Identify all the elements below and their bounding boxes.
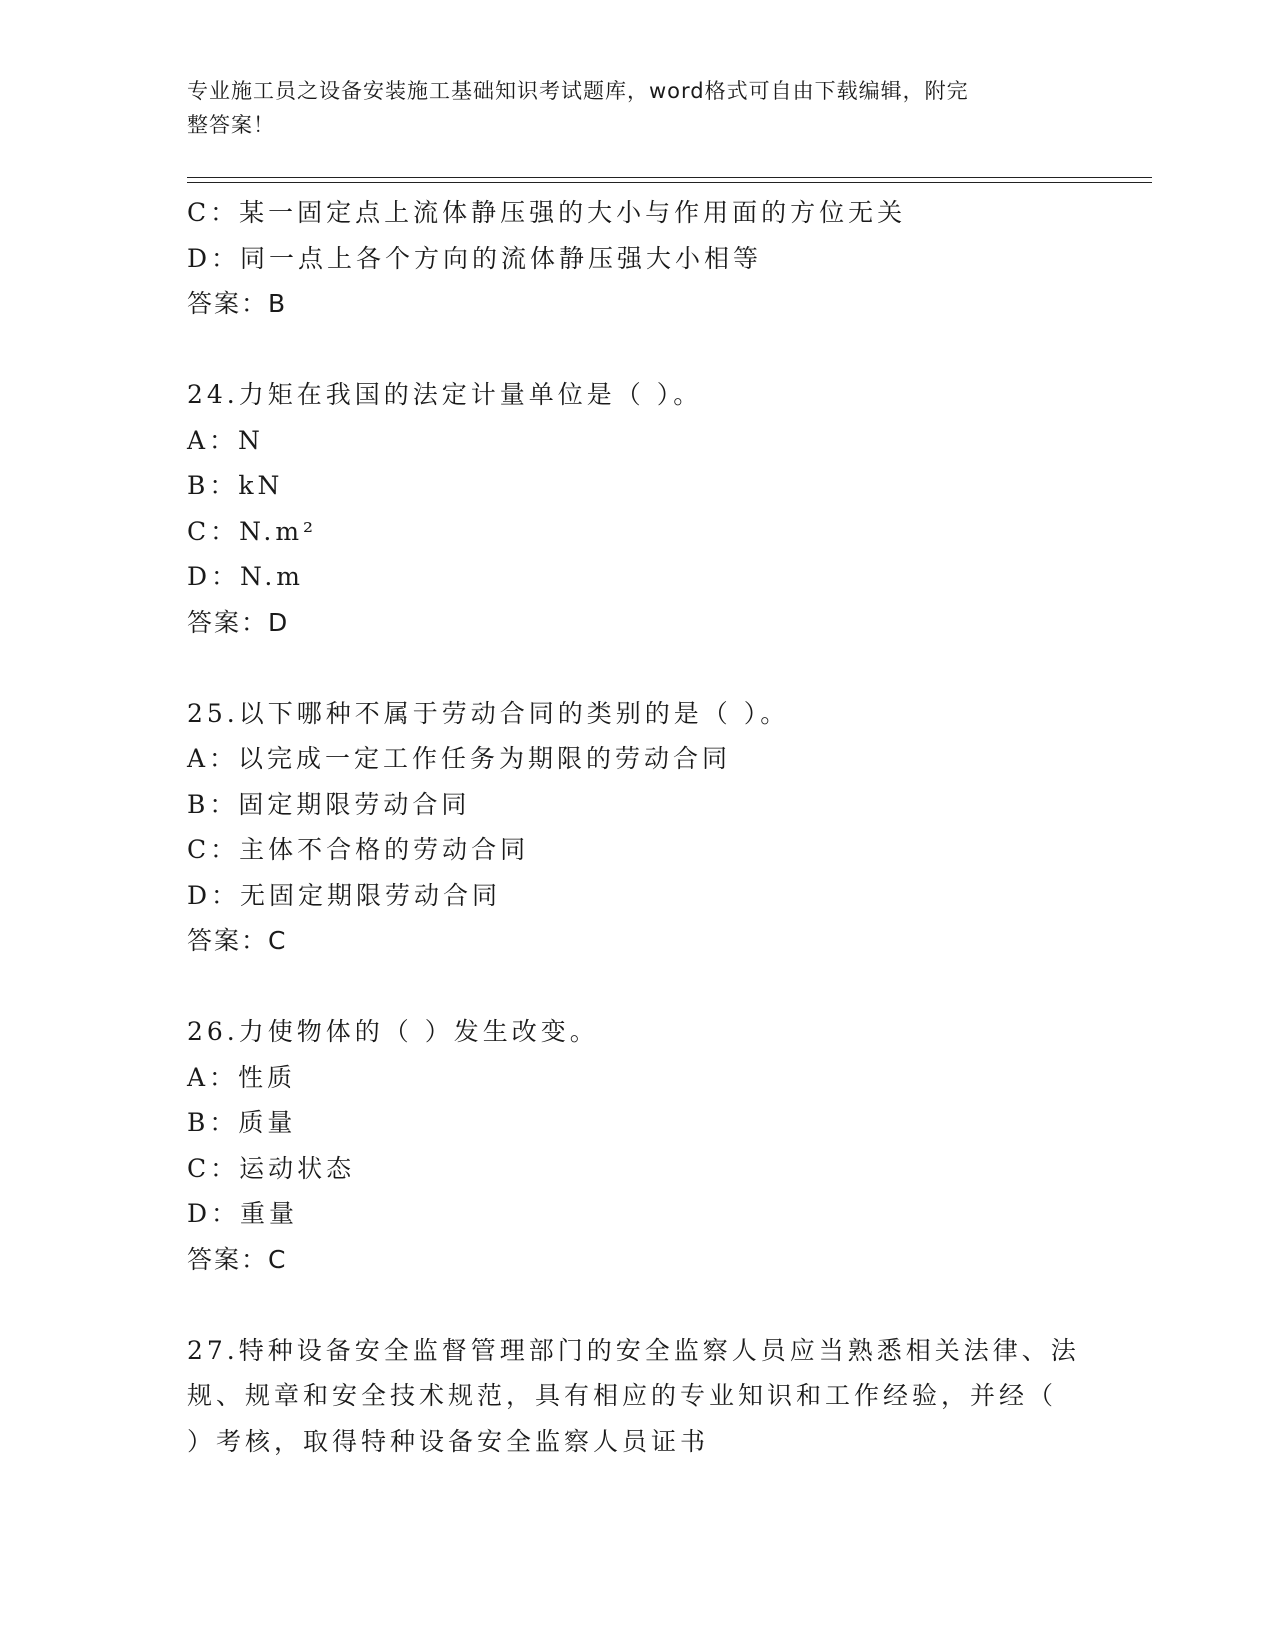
question-gap (187, 1282, 1087, 1328)
question-stem: 26.力使物体的（ ）发生改变。 (187, 1017, 599, 1046)
question-gap (187, 964, 1087, 1010)
document-header (187, 74, 1067, 142)
header-rule-top (187, 177, 1152, 178)
question-stem-line-2: 规、规章和安全技术规范，具有相应的专业知识和工作经验，并经（ (187, 1381, 1058, 1410)
option-d: D：同一点上各个方向的流体静压强大小相等 (187, 243, 763, 273)
option-c: C：N.m² (187, 516, 318, 546)
question-gap (187, 327, 1087, 373)
question-content (187, 190, 1087, 1464)
answer-line: 答案：C (187, 1244, 288, 1274)
question-stem: 24.力矩在我国的法定计量单位是（ ）。 (187, 380, 703, 409)
option-a: A：性质 (187, 1062, 297, 1092)
answer-line: 答案：C (187, 926, 288, 955)
question-stem: 25.以下哪种不属于劳动合同的类别的是（ ）。 (187, 698, 790, 728)
option-d: D：N.m (187, 562, 304, 591)
question-stem-line-3: ）考核，取得特种设备安全监察人员证书 (187, 1426, 710, 1456)
header-line-1: 专业施工员之设备安装施工基础知识考试题库，word格式可自由下载编辑，附完 (187, 79, 969, 103)
option-b: B：kN (187, 471, 284, 500)
question-24 (187, 372, 1087, 645)
answer-line: 答案：B (187, 289, 288, 318)
question-stem-line-1: 27.特种设备安全监督管理部门的安全监察人员应当熟悉相关法律、法 (187, 1335, 1080, 1365)
question-26 (187, 1009, 1087, 1282)
option-c: C：主体不合格的劳动合同 (187, 835, 530, 864)
answer-line: 答案：D (187, 607, 290, 637)
question-gap (187, 645, 1087, 691)
option-b: B：质量 (187, 1108, 297, 1137)
option-a: A：N (187, 425, 264, 455)
option-c: C：某一固定点上流体静压强的大小与作用面的方位无关 (187, 198, 907, 227)
header-rule-bottom (187, 182, 1152, 183)
option-b: B：固定期限劳动合同 (187, 789, 471, 819)
question-27 (187, 1328, 1087, 1465)
option-a: A：以完成一定工作任务为期限的劳动合同 (187, 744, 732, 773)
option-d: D：无固定期限劳动合同 (187, 880, 502, 910)
option-d: D：重量 (187, 1199, 299, 1228)
header-line-2: 整答案！ (187, 113, 275, 137)
option-c: C：运动状态 (187, 1153, 356, 1183)
question-25 (187, 691, 1087, 964)
